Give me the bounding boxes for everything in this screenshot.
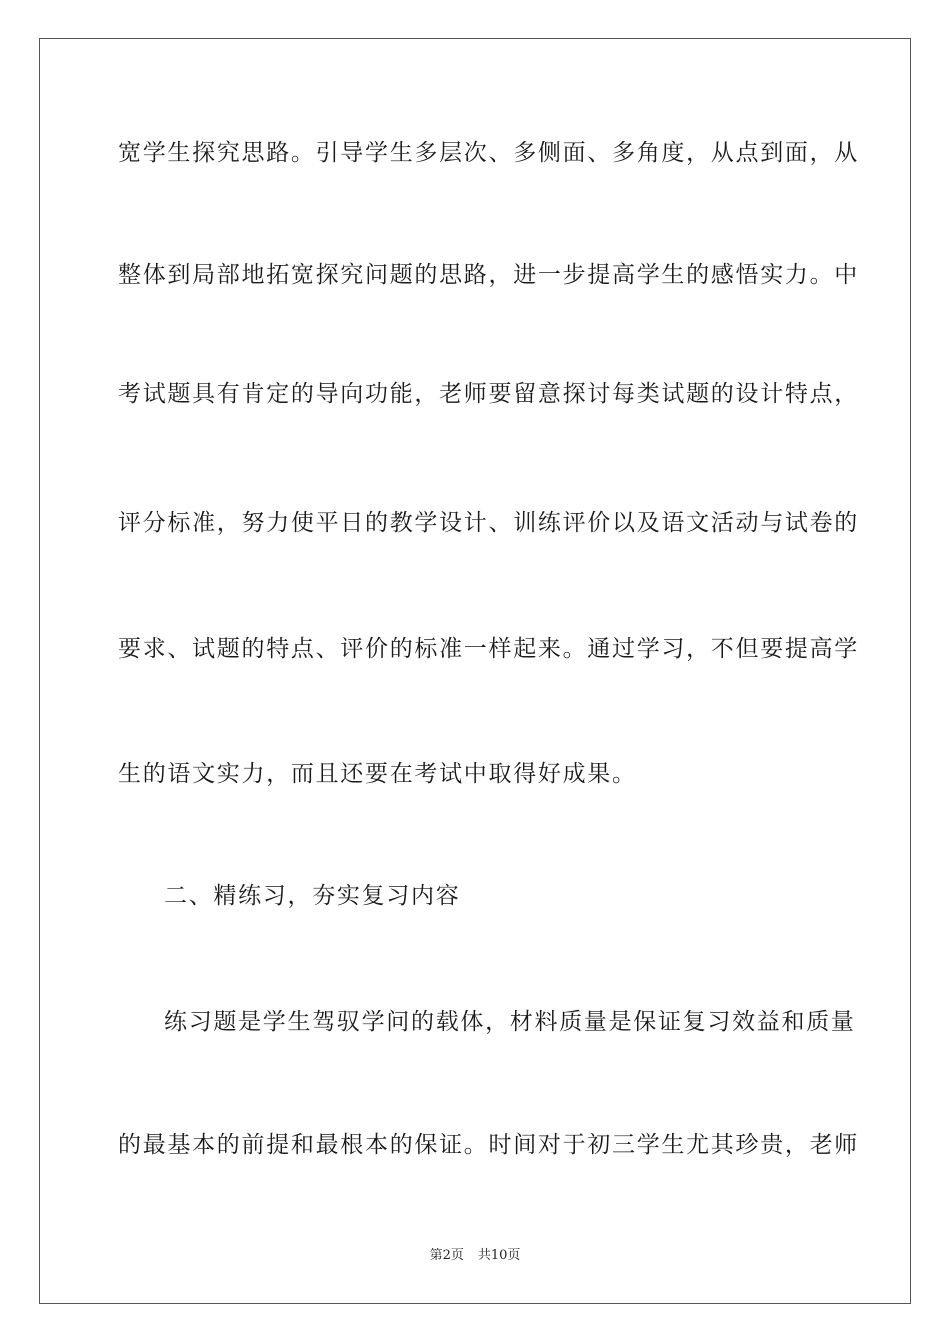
body-line: 练习题是学生驾驭学问的载体，材料质量是保证复习效益和质量 — [164, 1009, 856, 1035]
page-total: 共10页 — [477, 1248, 521, 1263]
page-footer — [0, 1247, 950, 1265]
body-line: 生的语文实力，而且还要在考试中取得好成果。 — [118, 761, 637, 787]
body-line: 的最基本的前提和最根本的保证。时间对于初三学生尤其珍贵，老师 — [118, 1132, 859, 1158]
page-number: 第2页 — [429, 1248, 464, 1263]
body-line: 评分标准，努力使平日的教学设计、训练评价以及语文活动与试卷的 — [118, 510, 859, 536]
body-line: 宽学生探究思路。引导学生多层次、多侧面、多角度，从点到面，从 — [118, 140, 859, 166]
section-heading: 二、精练习，夯实复习内容 — [164, 883, 461, 909]
page-border — [39, 38, 911, 1304]
body-line: 要求、试题的特点、评价的标准一样起来。通过学习，不但要提高学 — [118, 636, 859, 662]
body-line: 整体到局部地拓宽探究问题的思路，进一步提高学生的感悟实力。中 — [118, 262, 859, 288]
body-line: 考试题具有肯定的导向功能，老师要留意探讨每类试题的设计特点， — [118, 381, 859, 407]
